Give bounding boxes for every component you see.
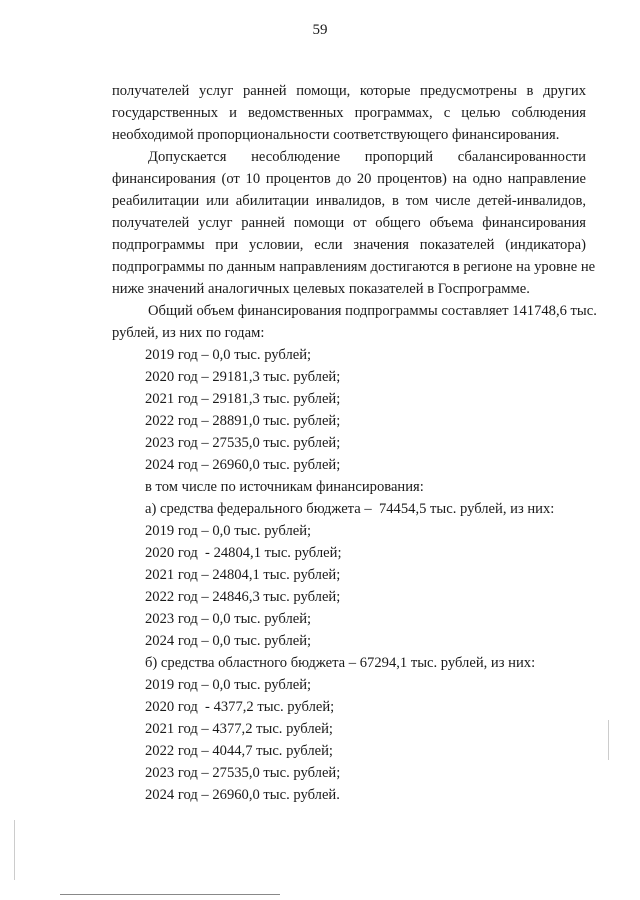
text-line: необходимой пропорциональности соответствующего финансирования.: [112, 127, 560, 143]
text-line: подпрограммы по данным направлениям достигаются в регионе на уровне не: [112, 259, 596, 275]
list-item: 2020 год - 24804,1 тыс. рублей;: [145, 545, 342, 561]
list-item: а) средства федерального бюджета – 74454,5 тыс. рублей, из них:: [145, 501, 555, 517]
list-item: в том числе по источникам финансирования:: [145, 479, 424, 495]
text-line: подпрограммы при условии, если значения показателей (индикатора): [112, 237, 586, 253]
list-item: 2019 год – 0,0 тыс. рублей;: [145, 677, 312, 693]
list-item: 2023 год – 27535,0 тыс. рублей;: [145, 765, 341, 781]
page-number: 59: [312, 22, 328, 38]
paragraph-total-funding: [112, 300, 597, 344]
text-line: Общий объем финансирования подпрограммы составляет 141748,6 тыс.: [148, 303, 597, 319]
list-item: 2019 год – 0,0 тыс. рублей;: [145, 523, 312, 539]
paragraph-proportions: [112, 146, 596, 300]
text-line: ниже значений аналогичных целевых показателей в Госпрограмме.: [112, 281, 530, 297]
list-item: 2021 год – 24804,1 тыс. рублей;: [145, 567, 341, 583]
list-item: 2022 год – 24846,3 тыс. рублей;: [145, 589, 341, 605]
list-item: 2021 год – 29181,3 тыс. рублей;: [145, 391, 341, 407]
text-line: Допускается несоблюдение пропорций сбалансированности: [148, 149, 586, 165]
text-line: государственных и ведомственных программах, с целью соблюдения: [112, 105, 586, 121]
list-item: 2024 год – 0,0 тыс. рублей;: [145, 633, 312, 649]
list-item: 2023 год – 27535,0 тыс. рублей;: [145, 435, 341, 451]
text-line: получателей услуг ранней помощи от общего объема финансирования: [112, 215, 586, 231]
scan-margin-mark: [608, 720, 609, 760]
page-body: [112, 80, 597, 806]
list-item: 2019 год – 0,0 тыс. рублей;: [145, 347, 312, 363]
list-item: 2023 год – 0,0 тыс. рублей;: [145, 611, 312, 627]
text-line: получателей услуг ранней помощи, которые предусмотрены в других: [112, 83, 586, 99]
text-line: рублей, из них по годам:: [112, 325, 265, 341]
list-item: б) средства областного бюджета – 67294,1 тыс. рублей, из них:: [145, 655, 536, 671]
list-item: 2022 год – 28891,0 тыс. рублей;: [145, 413, 341, 429]
text-line: финансирования (от 10 процентов до 20 процентов) на одно направление: [112, 171, 586, 187]
text-line: реабилитации или абилитации инвалидов, в том числе детей-инвалидов,: [112, 193, 586, 209]
list-item: 2021 год – 4377,2 тыс. рублей;: [145, 721, 333, 737]
list-item: 2022 год – 4044,7 тыс. рублей;: [145, 743, 333, 759]
scan-margin-mark: [14, 820, 15, 880]
footer-rule: [60, 894, 280, 895]
list-item: 2024 год – 26960,0 тыс. рублей.: [145, 787, 340, 803]
list-item: 2020 год – 29181,3 тыс. рублей;: [145, 369, 341, 385]
funding-list: [112, 344, 586, 806]
list-item: 2020 год - 4377,2 тыс. рублей;: [145, 699, 335, 715]
paragraph-continuation: [112, 80, 586, 146]
list-item: 2024 год – 26960,0 тыс. рублей;: [145, 457, 341, 473]
